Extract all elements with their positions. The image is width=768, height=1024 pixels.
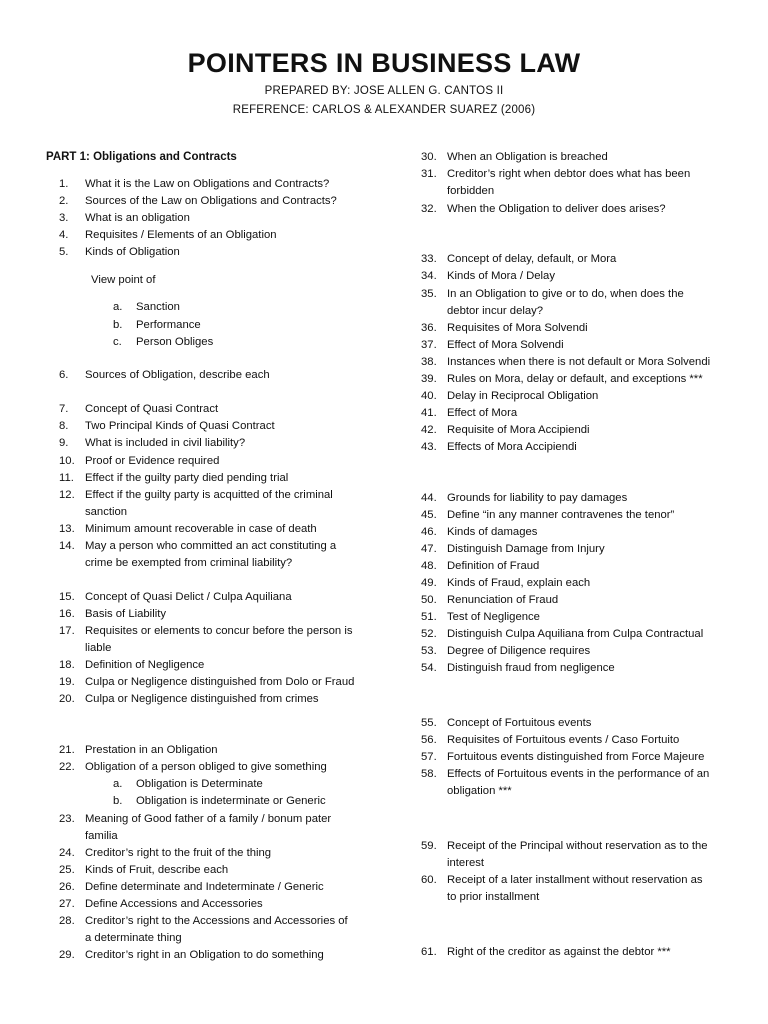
left-item-text: a determinate thing	[85, 932, 182, 944]
reference: REFERENCE: CARLOS & ALEXANDER SUAREZ (2006)	[232, 104, 536, 116]
left-item-text: Concept of Quasi Contract	[85, 403, 219, 415]
left-item-number: 10.	[59, 455, 75, 467]
left-item-number: 24.	[59, 847, 75, 859]
right-item-text: Instances when there is not default or Mora Solvendi	[447, 356, 711, 368]
left-item-text: View point of	[91, 274, 156, 286]
left-item-text: Person Obliges	[136, 336, 214, 348]
left-item-number: 26.	[59, 881, 75, 893]
right-item-text: Effect of Mora	[447, 407, 518, 419]
right-item-number: 33.	[421, 253, 437, 265]
right-item-text: Kinds of damages	[447, 526, 538, 538]
right-item-number: 60.	[421, 874, 437, 886]
left-item-text: Obligation is indeterminate or Generic	[136, 795, 326, 807]
left-item-text: Kinds of Fruit, describe each	[85, 864, 229, 876]
right-item-text: debtor incur delay?	[447, 305, 544, 317]
right-item-text: Distinguish fraud from negligence	[447, 662, 615, 674]
left-item-text: Culpa or Negligence distinguished from Dolo or Fraud	[85, 676, 355, 688]
left-item-text: Definition of Negligence	[85, 659, 205, 671]
right-item-text: Define “in any manner contravenes the tenor”	[447, 509, 675, 521]
left-item-text: Define Accessions and Accessories	[85, 898, 263, 910]
right-item-number: 37.	[421, 339, 437, 351]
right-item-text: Receipt of a later installment without reservation as	[447, 874, 703, 886]
right-item-text: In an Obligation to give or to do, when does the	[447, 288, 684, 300]
left-item-text: What it is the Law on Obligations and Contracts?	[85, 178, 330, 190]
right-item-text: Distinguish Culpa Aquiliana from Culpa Contractual	[447, 628, 704, 640]
left-item-text: Requisites or elements to concur before the person is	[85, 625, 353, 637]
left-item-number: 27.	[59, 898, 75, 910]
right-item-text: Test of Negligence	[447, 611, 540, 623]
left-item-number: 21.	[59, 744, 75, 756]
left-item-text: Meaning of Good father of a family / bonum pater	[85, 813, 332, 825]
left-item-text: Obligation of a person obliged to give something	[85, 761, 327, 773]
left-item-text: Sources of Obligation, describe each	[85, 369, 270, 381]
left-item-number: 9.	[59, 437, 69, 449]
left-item-number: c.	[113, 336, 122, 348]
left-item-text: Prestation in an Obligation	[85, 744, 218, 756]
left-item-text: sanction	[85, 506, 128, 518]
right-item-text: Concept of Fortuitous events	[447, 717, 592, 729]
right-item-text: Distinguish Damage from Injury	[447, 543, 605, 555]
left-item-text: Culpa or Negligence distinguished from crimes	[85, 693, 319, 705]
left-item-text: Performance	[136, 319, 201, 331]
right-item-text: to prior installment	[447, 891, 540, 903]
right-item-number: 47.	[421, 543, 437, 555]
right-item-text: Effects of Mora Accipiendi	[447, 441, 577, 453]
left-item-number: 25.	[59, 864, 75, 876]
right-item-number: 58.	[421, 768, 437, 780]
right-item-text: Kinds of Fraud, explain each	[447, 577, 591, 589]
right-item-number: 40.	[421, 390, 437, 402]
right-item-number: 41.	[421, 407, 437, 419]
right-item-text: Rules on Mora, delay or default, and exceptions ***	[447, 373, 703, 385]
right-item-text: Effect of Mora Solvendi	[447, 339, 564, 351]
left-item-number: 5.	[59, 246, 69, 258]
right-item-number: 31.	[421, 168, 437, 180]
left-item-text: Creditor’s right in an Obligation to do something	[85, 949, 324, 961]
left-item-text: crime be exempted from criminal liability?	[85, 557, 293, 569]
left-item-number: 11.	[59, 472, 74, 484]
right-item-number: 44.	[421, 492, 437, 504]
right-item-text: Grounds for liability to pay damages	[447, 492, 628, 504]
right-item-number: 51.	[421, 611, 437, 623]
right-item-number: 61.	[421, 946, 437, 958]
left-item-number: 6.	[59, 369, 69, 381]
right-item-number: 50.	[421, 594, 437, 606]
left-item-number: b.	[113, 319, 123, 331]
right-item-text: forbidden	[447, 185, 495, 197]
right-item-text: Creditor’s right when debtor does what has been	[447, 168, 691, 180]
left-item-text: liable	[85, 642, 112, 654]
right-item-text: Definition of Fraud	[447, 560, 540, 572]
left-item-number: 4.	[59, 229, 69, 241]
right-item-text: interest	[447, 857, 485, 869]
right-item-number: 48.	[421, 560, 437, 572]
left-item-number: 28.	[59, 915, 75, 927]
right-item-text: When an Obligation is breached	[447, 151, 608, 163]
right-item-text: Degree of Diligence requires	[447, 645, 591, 657]
right-item-number: 56.	[421, 734, 437, 746]
left-item-number: 12.	[59, 489, 75, 501]
right-item-number: 53.	[421, 645, 437, 657]
right-item-text: Fortuitous events distinguished from Force Majeure	[447, 751, 705, 763]
right-item-text: obligation ***	[447, 785, 512, 797]
left-item-text: Obligation is Determinate	[136, 778, 263, 790]
left-item-number: 23.	[59, 813, 75, 825]
left-item-number: 1.	[59, 178, 69, 190]
right-item-number: 52.	[421, 628, 437, 640]
left-item-number: 16.	[59, 608, 75, 620]
right-item-number: 38.	[421, 356, 437, 368]
document-title: POINTERS IN BUSINESS LAW	[187, 48, 581, 78]
right-item-text: Requisites of Mora Solvendi	[447, 322, 588, 334]
right-item-number: 46.	[421, 526, 437, 538]
right-item-number: 54.	[421, 662, 437, 674]
left-item-text: Effect if the guilty party is acquitted of the criminal	[85, 489, 333, 501]
left-item-number: 17.	[59, 625, 75, 637]
left-item-text: familia	[85, 830, 118, 842]
left-item-number: 2.	[59, 195, 69, 207]
left-item-text: Basis of Liability	[85, 608, 166, 620]
left-item-text: Sources of the Law on Obligations and Contracts?	[85, 195, 337, 207]
left-item-text: Kinds of Obligation	[85, 246, 180, 258]
left-item-text: Two Principal Kinds of Quasi Contract	[85, 420, 275, 432]
right-item-number: 57.	[421, 751, 437, 763]
left-item-text: Proof or Evidence required	[85, 455, 220, 467]
left-item-text: May a person who committed an act constituting a	[85, 540, 337, 552]
right-item-number: 36.	[421, 322, 437, 334]
left-item-number: a.	[113, 778, 123, 790]
left-item-text: Concept of Quasi Delict / Culpa Aquiliana	[85, 591, 292, 603]
right-item-text: Effects of Fortuitous events in the performance of an	[447, 768, 710, 780]
left-item-number: 3.	[59, 212, 69, 224]
left-item-number: 14.	[59, 540, 75, 552]
left-item-text: Define determinate and Indeterminate / Generic	[85, 881, 324, 893]
right-item-number: 35.	[421, 288, 437, 300]
right-item-text: Concept of delay, default, or Mora	[447, 253, 617, 265]
left-item-text: Creditor’s right to the Accessions and Accessories of	[85, 915, 348, 927]
right-item-number: 34.	[421, 270, 437, 282]
right-item-number: 43.	[421, 441, 437, 453]
right-item-number: 42.	[421, 424, 437, 436]
right-item-text: Right of the creditor as against the debtor ***	[447, 946, 671, 958]
left-item-text: Requisites / Elements of an Obligation	[85, 229, 277, 241]
right-item-text: Receipt of the Principal without reservation as to the	[447, 840, 708, 852]
right-item-text: Kinds of Mora / Delay	[447, 270, 555, 282]
left-item-text: Minimum amount recoverable in case of death	[85, 523, 317, 535]
left-item-number: 18.	[59, 659, 75, 671]
right-item-number: 49.	[421, 577, 437, 589]
prepared-by: PREPARED BY: JOSE ALLEN G. CANTOS II	[264, 85, 504, 97]
right-item-text: Requisites of Fortuitous events / Caso Fortuito	[447, 734, 680, 746]
left-item-number: a.	[113, 301, 123, 313]
left-item-number: 22.	[59, 761, 75, 773]
left-item-text: What is included in civil liability?	[85, 437, 246, 449]
left-item-text: Effect if the guilty party died pending trial	[85, 472, 289, 484]
left-item-number: 29.	[59, 949, 75, 961]
part1-title: PART 1: Obligations and Contracts	[46, 151, 237, 163]
right-item-number: 45.	[421, 509, 437, 521]
right-item-number: 30.	[421, 151, 437, 163]
right-item-number: 55.	[421, 717, 437, 729]
left-item-number: 19.	[59, 676, 75, 688]
left-item-number: 15.	[59, 591, 75, 603]
right-item-text: When the Obligation to deliver does arises?	[447, 203, 666, 215]
left-item-number: 7.	[59, 403, 69, 415]
left-item-text: Creditor’s right to the fruit of the thing	[85, 847, 272, 859]
right-item-text: Delay in Reciprocal Obligation	[447, 390, 599, 402]
left-item-text: What is an obligation	[85, 212, 190, 224]
left-item-number: 20.	[59, 693, 75, 705]
left-item-text: Sanction	[136, 301, 180, 313]
right-item-number: 32.	[421, 203, 437, 215]
left-item-number: 13.	[59, 523, 75, 535]
right-item-text: Renunciation of Fraud	[447, 594, 559, 606]
left-item-number: 8.	[59, 420, 69, 432]
right-item-number: 59.	[421, 840, 437, 852]
right-item-number: 39.	[421, 373, 437, 385]
left-item-number: b.	[113, 795, 123, 807]
right-item-text: Requisite of Mora Accipiendi	[447, 424, 590, 436]
